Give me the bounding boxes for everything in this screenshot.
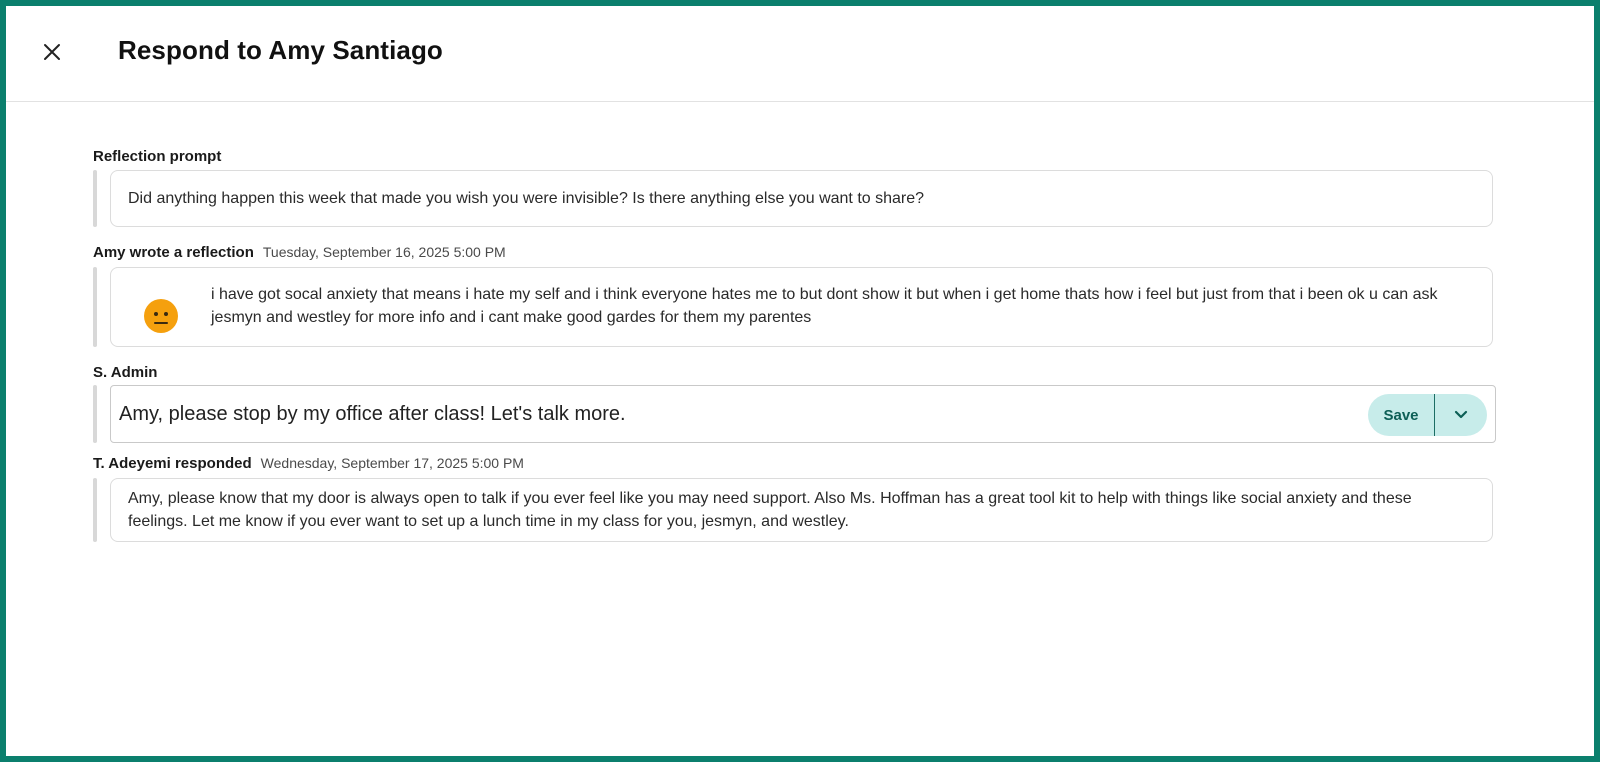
reflection-label-row	[93, 244, 1493, 264]
quote-bar	[93, 478, 97, 542]
response-timestamp: Wednesday, September 17, 2025 5:00 PM	[260, 455, 524, 471]
prompt-card	[110, 170, 1493, 227]
response-author: T. Adeyemi responded	[93, 455, 252, 472]
save-button[interactable]: Save	[1383, 406, 1419, 424]
draft-block	[93, 385, 1493, 443]
reply-input-value[interactable]: Amy, please stop by my office after class! Let's talk more.	[119, 402, 626, 425]
draft-author: S. Admin	[93, 364, 158, 381]
close-icon	[43, 43, 61, 61]
quote-bar	[93, 267, 97, 347]
prompt-label: Reflection prompt	[93, 148, 222, 165]
save-button-group	[1368, 394, 1487, 436]
response-card	[110, 478, 1493, 542]
close-button[interactable]	[38, 38, 66, 66]
prompt-text: Did anything happen this week that made you wish you were invisible? Is there anything else you want to share?	[128, 190, 925, 207]
dialog-header	[6, 6, 1594, 102]
neutral-face-icon	[144, 299, 178, 333]
prompt-block	[93, 170, 1493, 227]
reflection-text: i have got socal anxiety that means i hate my self and i think everyone hates me to but dont show it but when i get home thats how i feel but just from that i been ok u can ask jesmyn and westley for more info and i cant make good gardes for them my parentes	[211, 286, 1438, 326]
chevron-down-icon	[1454, 410, 1468, 420]
page-title: Respond to Amy Santiago	[118, 35, 443, 65]
response-block	[93, 478, 1493, 542]
mood-indicator	[111, 283, 211, 331]
reflection-timestamp: Tuesday, September 16, 2025 5:00 PM	[262, 244, 506, 260]
conversation-thread	[93, 102, 1493, 542]
quote-bar	[93, 170, 97, 227]
response-label-row	[93, 455, 1493, 475]
dialog	[6, 6, 1594, 756]
reflection-card	[110, 267, 1493, 347]
reflection-author: Amy wrote a reflection	[93, 244, 254, 261]
prompt-label-row	[93, 148, 1493, 168]
save-options-button[interactable]	[1435, 394, 1487, 436]
reflection-block	[93, 267, 1493, 347]
response-text: Amy, please know that my door is always open to talk if you ever feel like you may need support. Also Ms. Hoffman has a great tool kit to help with things like social anxiety and these feelings. Let me know if you ever want to set up a lunch time in my class for you, jesmyn, and westley.	[128, 490, 1412, 530]
reply-input[interactable]	[110, 385, 1496, 443]
quote-bar	[93, 385, 97, 443]
draft-label-row	[93, 364, 1493, 384]
